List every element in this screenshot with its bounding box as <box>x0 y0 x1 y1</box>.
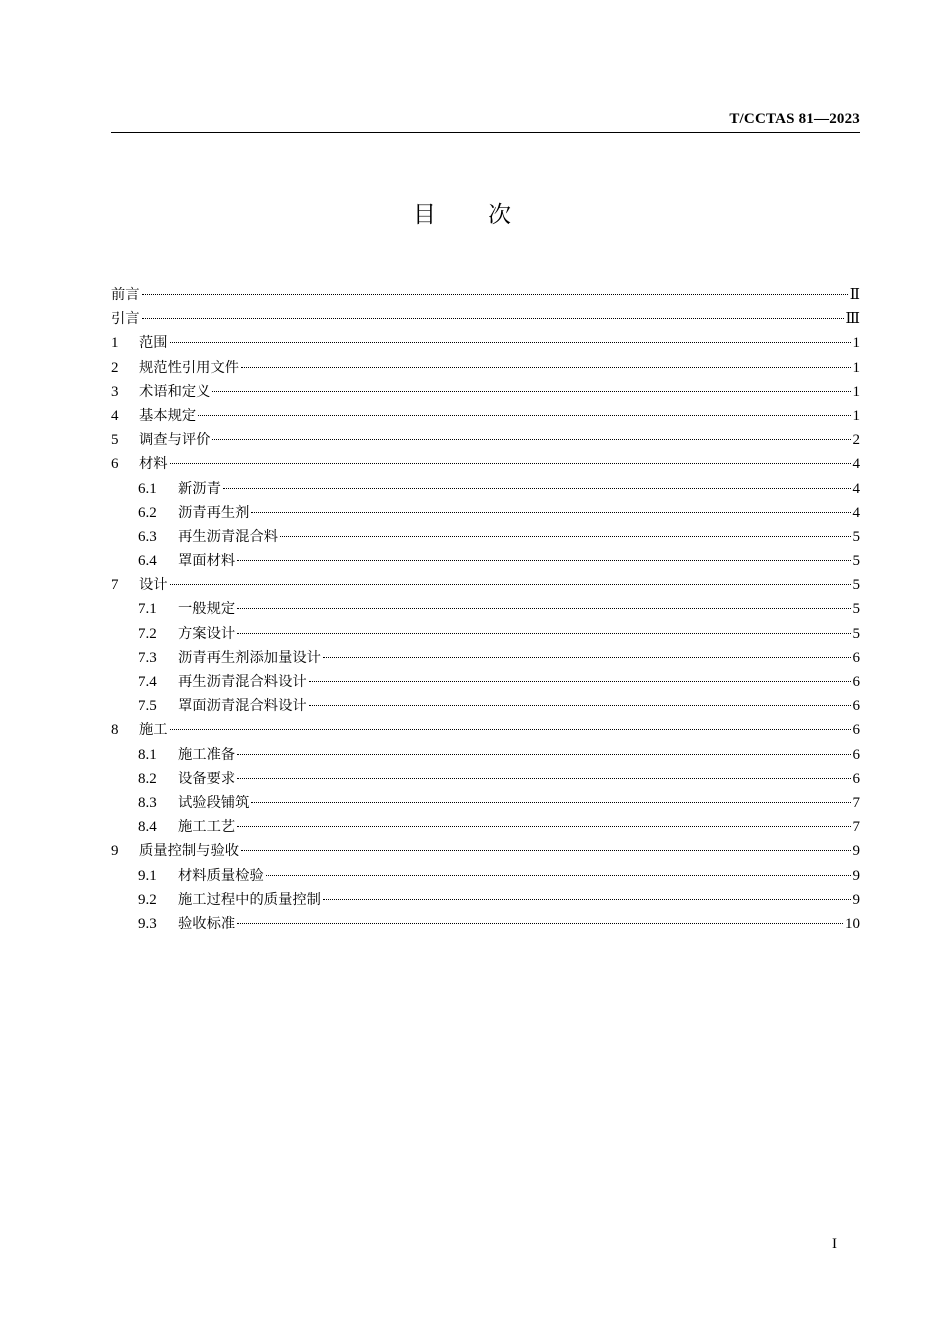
toc-entry-label: 引言 <box>111 311 140 328</box>
toc-entry-page: 1 <box>852 383 860 400</box>
toc-entry-number: 1 <box>111 335 119 352</box>
toc-entry[interactable] <box>111 331 860 355</box>
toc-entry[interactable] <box>111 477 860 501</box>
toc-entry-page: 5 <box>852 625 860 642</box>
toc-entry-number: 9.3 <box>138 915 157 932</box>
toc-dot-leader <box>170 342 851 343</box>
toc-entry-number: 6.2 <box>138 504 157 521</box>
toc-entry[interactable] <box>111 743 860 767</box>
toc-entry-label: 罩面沥青混合料设计 <box>178 698 307 715</box>
toc-entry-page: 6 <box>852 674 860 690</box>
toc-dot-leader <box>237 608 850 609</box>
toc-entry-label: 罩面材料 <box>178 553 236 570</box>
toc-entry-label: 材料质量检验 <box>178 867 264 884</box>
toc-entry[interactable] <box>111 912 860 936</box>
toc-entry-page: 5 <box>852 528 860 545</box>
toc-entry-label: 质量控制与验收 <box>139 843 240 860</box>
header-rule <box>111 132 860 133</box>
toc-entry[interactable] <box>111 404 860 428</box>
toc-entry-label: 试验段铺筑 <box>178 794 250 811</box>
toc-entry-label: 设计 <box>139 577 168 594</box>
toc-entry[interactable] <box>111 718 860 742</box>
toc-dot-leader <box>170 584 851 585</box>
toc-entry-label: 施工过程中的质量控制 <box>178 891 321 908</box>
toc-dot-leader <box>170 463 851 464</box>
toc-entry-label: 范围 <box>139 335 168 352</box>
toc-entry-label: 术语和定义 <box>139 383 211 400</box>
toc-entry-number: 7.1 <box>138 601 157 618</box>
toc-entry-label: 规范性引用文件 <box>139 359 240 376</box>
toc-entry-label: 施工准备 <box>178 746 236 763</box>
toc-entry[interactable] <box>111 356 860 380</box>
toc-dot-leader <box>237 923 843 924</box>
toc-entry-label: 一般规定 <box>178 601 236 618</box>
page-title: 目次 <box>413 202 563 228</box>
toc-entry-page: 6 <box>852 649 860 666</box>
page-number: I <box>832 1236 837 1252</box>
toc-entry[interactable] <box>111 452 860 476</box>
toc-dot-leader <box>212 439 850 440</box>
toc-entry[interactable] <box>111 597 860 621</box>
toc-entry-number: 6 <box>111 456 119 473</box>
toc-entry-page: 9 <box>852 843 860 860</box>
toc-entry-page: 5 <box>852 577 860 594</box>
toc-dot-leader <box>142 294 848 295</box>
toc-entry-page: 9 <box>852 891 860 908</box>
toc-entry[interactable] <box>111 283 860 307</box>
toc-dot-leader <box>251 512 850 513</box>
toc-entry[interactable] <box>111 888 860 912</box>
toc-entry[interactable] <box>111 815 860 839</box>
toc-dot-leader <box>237 560 850 561</box>
toc-entry-page: 6 <box>852 698 860 715</box>
toc-entry-label: 再生沥青混合料 <box>178 528 279 545</box>
toc-entry-number: 8.3 <box>138 794 157 811</box>
toc-dot-leader <box>309 681 851 682</box>
toc-entry-page: 4 <box>852 504 860 521</box>
toc-dot-leader <box>323 899 851 900</box>
toc-dot-leader <box>237 633 850 634</box>
toc-entry[interactable] <box>111 501 860 525</box>
toc-dot-leader <box>309 705 851 706</box>
toc-entry-number: 2 <box>111 359 119 376</box>
toc-entry-number: 6.3 <box>138 528 157 545</box>
table-of-contents <box>111 283 860 936</box>
toc-entry-page: 4 <box>852 456 860 473</box>
toc-entry-page: 4 <box>852 480 860 497</box>
toc-entry[interactable] <box>111 525 860 549</box>
toc-dot-leader <box>280 536 850 537</box>
toc-entry[interactable] <box>111 694 860 718</box>
toc-entry-page: 1 <box>852 335 860 352</box>
toc-entry-number: 7.3 <box>138 649 157 666</box>
toc-entry-label: 沥青再生剂 <box>178 504 250 521</box>
toc-dot-leader <box>251 802 850 803</box>
toc-entry-label: 施工工艺 <box>178 819 236 836</box>
toc-entry-page: 2 <box>852 432 860 449</box>
toc-entry-label: 施工 <box>139 722 168 739</box>
toc-entry-page: 5 <box>852 601 860 618</box>
toc-dot-leader <box>241 850 850 851</box>
toc-entry-page: 10 <box>845 915 860 932</box>
toc-entry[interactable] <box>111 646 860 670</box>
toc-entry[interactable] <box>111 670 860 694</box>
toc-entry-label: 沥青再生剂添加量设计 <box>178 649 321 666</box>
toc-entry-number: 8.2 <box>138 770 157 787</box>
toc-entry-label: 方案设计 <box>178 625 236 642</box>
toc-entry-page: Ⅱ <box>849 287 860 303</box>
toc-entry-number: 9 <box>111 843 119 860</box>
toc-entry[interactable] <box>111 791 860 815</box>
toc-dot-leader <box>266 875 851 876</box>
toc-entry-page: 9 <box>852 867 860 884</box>
toc-entry-page: 6 <box>852 722 860 739</box>
toc-entry-number: 8.1 <box>138 746 157 763</box>
toc-entry[interactable] <box>111 864 860 888</box>
toc-entry-label: 前言 <box>111 287 140 303</box>
toc-dot-leader <box>237 754 850 755</box>
toc-entry-label: 再生沥青混合料设计 <box>178 674 307 690</box>
toc-dot-leader <box>237 778 850 779</box>
toc-entry[interactable] <box>111 380 860 404</box>
toc-dot-leader <box>170 729 851 730</box>
toc-dot-leader <box>142 318 844 319</box>
toc-dot-leader <box>241 367 850 368</box>
toc-entry-number: 7.2 <box>138 625 157 642</box>
toc-entry-page: 7 <box>852 794 860 811</box>
toc-dot-leader <box>237 826 850 827</box>
toc-entry-number: 9.1 <box>138 867 157 884</box>
toc-entry-number: 7.5 <box>138 698 157 715</box>
toc-entry-label: 材料 <box>139 456 168 473</box>
toc-entry-page: Ⅲ <box>845 311 860 328</box>
toc-entry-label: 调查与评价 <box>139 432 211 449</box>
toc-entry-number: 6.1 <box>138 480 157 497</box>
toc-entry-page: 7 <box>852 819 860 836</box>
toc-entry[interactable] <box>111 767 860 791</box>
toc-entry[interactable] <box>111 307 860 331</box>
toc-entry-page: 6 <box>852 746 860 763</box>
toc-dot-leader <box>198 415 850 416</box>
toc-entry[interactable] <box>111 839 860 863</box>
toc-entry-number: 4 <box>111 407 119 424</box>
toc-entry-number: 5 <box>111 432 119 449</box>
toc-dot-leader <box>212 391 850 392</box>
toc-entry-number: 3 <box>111 383 119 400</box>
toc-entry-number: 9.2 <box>138 891 157 908</box>
toc-entry[interactable] <box>111 428 860 452</box>
toc-entry-page: 1 <box>852 407 860 424</box>
toc-entry[interactable] <box>111 549 860 573</box>
toc-entry-page: 6 <box>852 770 860 787</box>
toc-entry-page: 1 <box>852 359 860 376</box>
toc-entry-label: 基本规定 <box>139 407 197 424</box>
toc-entry[interactable] <box>111 622 860 646</box>
document-code: T/CCTAS 81—2023 <box>729 111 860 127</box>
toc-entry-number: 8.4 <box>138 819 157 836</box>
toc-entry-number: 8 <box>111 722 119 739</box>
toc-entry[interactable] <box>111 573 860 597</box>
toc-dot-leader <box>223 488 851 489</box>
toc-entry-label: 新沥青 <box>178 480 221 497</box>
toc-entry-number: 6.4 <box>138 553 157 570</box>
toc-entry-number: 7 <box>111 577 119 594</box>
toc-entry-label: 设备要求 <box>178 770 236 787</box>
toc-entry-label: 验收标准 <box>178 915 236 932</box>
toc-dot-leader <box>323 657 851 658</box>
toc-entry-page: 5 <box>852 553 860 570</box>
toc-entry-number: 7.4 <box>138 674 157 690</box>
